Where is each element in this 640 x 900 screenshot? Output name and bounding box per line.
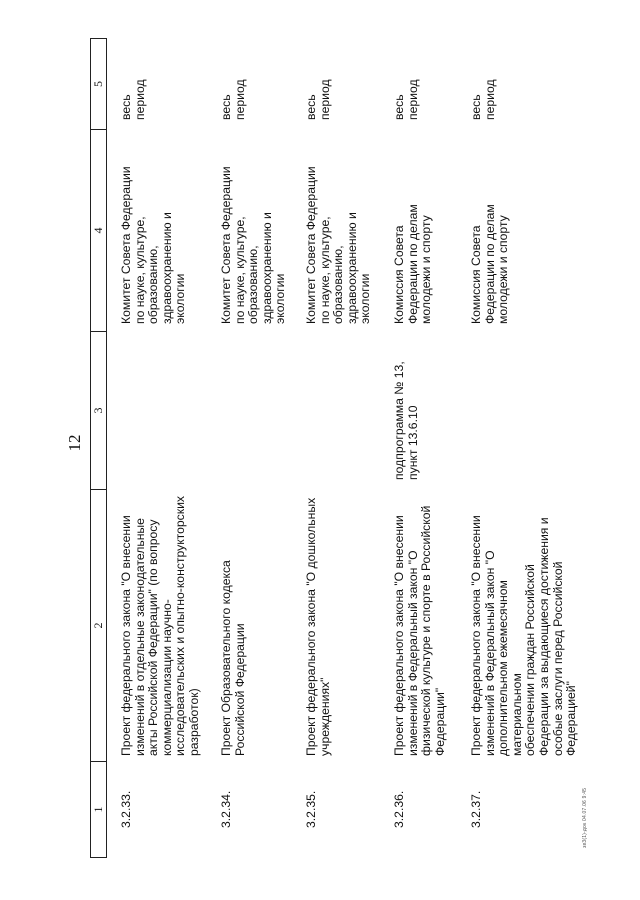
row-title: Проект Образовательного кодекса Российской Федерации [219, 560, 247, 756]
row-period: весь период [304, 79, 332, 120]
row-responsible: Комитет Совета Федерации по науке, культуре, образованию, здравоохранению и экологии [119, 166, 188, 324]
row-number: 3.2.33. [119, 790, 133, 828]
header-col-3: 3 [91, 331, 106, 489]
row-program: подпрограмма № 13, пункт 13.6.10 [392, 361, 420, 480]
row-title: Проект федерального закона "О внесении изменений в Федеральный закон "О физической культуре и спорте в Российской Федерации" [392, 505, 447, 756]
plan-table [90, 38, 600, 858]
rotated-page [60, 38, 600, 858]
row-responsible: Комитет Совета Федерации по науке, культуре, образованию, здравоохранению и экологии [304, 166, 373, 324]
row-period: весь период [119, 79, 147, 120]
row-responsible: Комиссия Совета Федерации по делам молодежи и спорту [469, 204, 511, 324]
page-number: 12 [65, 434, 84, 452]
row-title: Проект федерального закона "О дошкольных учреждениях" [304, 497, 332, 756]
row-period: весь период [219, 79, 247, 120]
row-period: весь период [392, 79, 420, 120]
row-number: 3.2.34. [219, 790, 233, 828]
footer-document-code: зв3(1)-док 04.07.06 9:45 [582, 787, 588, 848]
header-col-1: 1 [91, 761, 106, 857]
row-number: 3.2.36. [392, 790, 406, 828]
row-title: Проект федерального закона "О внесении изменений в отдельные законодательные акты Российской Федерации" (по вопросу коммерциализации научно- исследовательских и опытно-конструкторских разработок) [119, 495, 201, 756]
row-period: весь период [469, 79, 497, 120]
header-col-4: 4 [91, 129, 106, 331]
row-number: 3.2.35. [304, 790, 318, 828]
header-col-5: 5 [91, 81, 105, 87]
table-header-row [90, 38, 107, 858]
header-col-2: 2 [91, 489, 106, 761]
row-number: 3.2.37. [469, 790, 483, 828]
row-title: Проект федерального закона "О внесении изменений в Федеральный закон "О дополнительном ежемесячном материальном обеспечении граждан Российской Федерации за выдающиеся достижения и особые заслуги перед Российской Федерацией" [469, 515, 579, 756]
row-responsible: Комиссия Совета Федерации по делам молодежи и спорту [392, 204, 434, 324]
row-responsible: Комитет Совета Федерации по науке, культуре, образованию, здравоохранению и экологии [219, 166, 288, 324]
